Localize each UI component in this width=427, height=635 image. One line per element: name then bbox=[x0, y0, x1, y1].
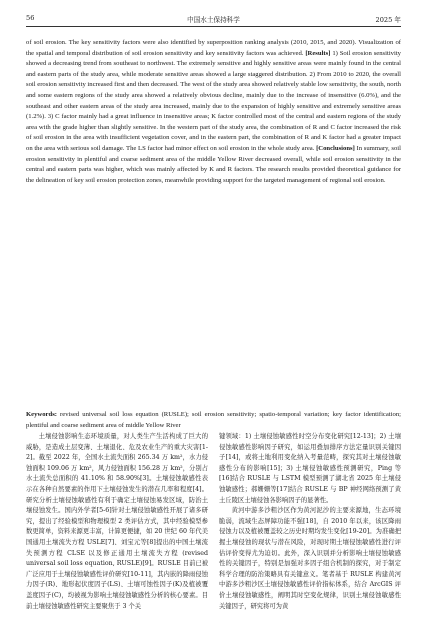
body-paragraph: 土壤侵蚀影响生态环境质量，对人类生产生活构成了巨大的威胁，是造成土层变薄、土壤退化、危及农业生产的重大灾害[1-2]。截至 2022 年，全国水土流失面积 265.34 万 km²，水力侵蚀面积 109.06 万 km²，风力侵蚀面积 156.28 万 km²，分别占水土流失总面积的 41.10% 和 58.90%[3]。土壤侵蚀敏感性表示在各种自然要素的作用下土壤侵蚀发生的潜在几率和程度[4]。研究分析土壤侵蚀敏感性有利于确定土壤侵蚀易发区域，防治土壤侵蚀发生。国内外学者[5-6]针对土壤侵蚀敏感性开展了诸多研究，提出了经验模型和物理模型 2 类评估方式，其中经验模型参数更简单，资料来源更丰富，计算更便捷，如 20 世纪 60 年代美国通用土壤流失方程 USLE[7]、刘宝元等[8]提出的中国土壤流失预测方程 CLSE 以及修正通用土壤流失方程 (revised universal soil loss equation, RUSLE)[9]。RUSLE 目前已被广泛应用于土壤侵蚀敏感性评价研究[10-11]，其内嵌的降雨侵蚀力因子(R)、地形起伏度因子(LS)、土壤可蚀性因子(K)及植被覆盖度因子(C)，均被视为影响土壤侵蚀敏感性分析的核心要素。目前土壤侵蚀敏感性研究主要聚焦于 3 个关 bbox=[26, 433, 208, 610]
english-abstract bbox=[26, 38, 401, 186]
keywords-text: revised universal soil loss equation (RUSLE); soil erosion sensitivity; spatio-temporal variation; key factor identification; plentiful and coarse sediment area of middle Yellow River bbox=[26, 411, 401, 429]
conclusions-label: [Conclusions] bbox=[316, 144, 355, 152]
body-paragraph: 黄河中游多沙粗沙区作为黄河泥沙的主要来源地，生态环境脆弱，流域生态屏障功能不强[18]，自 2010 年以来，该区降雨侵蚀力以及植被覆盖较之历史时期均发生变化[19-20]。为准确把握土壤侵蚀的现状与潜在风险，对现时期土壤侵蚀敏感性进行评估评价变得尤为迫切。此外，深入识别并分析影响土壤侵蚀敏感性的关键因子，特别是加强对多因子组合机制的探究，对于制定科学合理的防治策略具有关键意义。笔者基于 RUSLE 构建黄河中游多沙粗沙区土壤侵蚀敏感性评价指标体系，结合 ArcGIS 评价土壤侵蚀敏感性，阐明其时空变化规律，识别土壤侵蚀敏感性关键因子，研究将可为黄 bbox=[219, 507, 401, 610]
keywords-label: Keywords: bbox=[26, 411, 57, 418]
journal-title: 中国水土保持科学 bbox=[187, 16, 240, 24]
body-left-column bbox=[26, 432, 208, 612]
results-label: [Results] bbox=[305, 49, 331, 57]
page-number: 56 bbox=[26, 14, 35, 22]
journal-year: 2025 年 bbox=[375, 16, 401, 24]
keywords bbox=[26, 410, 401, 431]
conclusions-text: In summary, soil erosion sensitivity in plentiful and coarse sediment area of the middle Yellow River decreased overall, while soil erosion sensitivity in the central and eastern parts was higher, which was mainly affected by K and R factors. The research results provided theoretical guidance for the delineation of key soil erosion protection zones, meanwhile providing support for the targeted management of regional soil erosion. bbox=[26, 144, 401, 184]
abstract-methods-text: of soil erosion. The key sensitivity factors were also identified by superposition ranking analysis (2010, 2015, and 2020). Visualization of the spatial and temporal distribution of soil erosion sensitivity and key sensitivity factors was achieved. bbox=[26, 39, 401, 57]
body-right-column bbox=[219, 432, 401, 612]
results-text: 1) Soil erosion sensitivity showed a decreasing trend from southeast to northwest. The extremely sensitive and highly sensitive areas were mainly found in the central and eastern parts of the study area, while moderate sensitive areas showed a large staggered distribution. 2) From 2010 to 2020, the overall soil erosion sensitivity increased first and then decreased. The west of the study area showed relatively stable low sensitivity, the south, north and some eastern regions of the study area showed a relatively obvious decline, mainly due to the increase of insensitive (6.0%), and the southeast and other eastern areas of the study area increased, mainly due to the expansion of highly sensitive and extremely sensitive areas (1.2%). 3) C factor mainly had a great influence in insensitive areas; K factor controlled most of the central and eastern regions of the study area with the grade higher than slightly sensitive. In the western part of the study area, the combination of R and C factor increased the risk of soil erosion in the area with insufficient vegetation cover, and in the eastern part, the combination of R and K factor had a greater impact on the area with serious soil damage. The LS factor had minor effect on soil erosion in the whole study area. bbox=[26, 49, 401, 152]
body-paragraph: 键领域：1) 土壤侵蚀敏感性时空分布变化研究[12-13]；2) 土壤侵蚀敏感性影响因子研究，如运用叠加排序方法定量识别关键因子[14]，或将土地利用变化纳入考量范畴，探究其对土壤侵蚀敏感性分布的影响[15]；3) 土壤侵蚀敏感性预测研究，Ping 等[16]结合 RUSLE 与 LSTM 模型预测了湖北省 2025 年土壤侵蚀敏感性；郝姗姗等[17]结合 RUSLE 与 BP 神经网络预测了黄土丘陵区土壤侵蚀各影响因子的显著性。 bbox=[219, 433, 401, 504]
running-header bbox=[26, 12, 401, 27]
